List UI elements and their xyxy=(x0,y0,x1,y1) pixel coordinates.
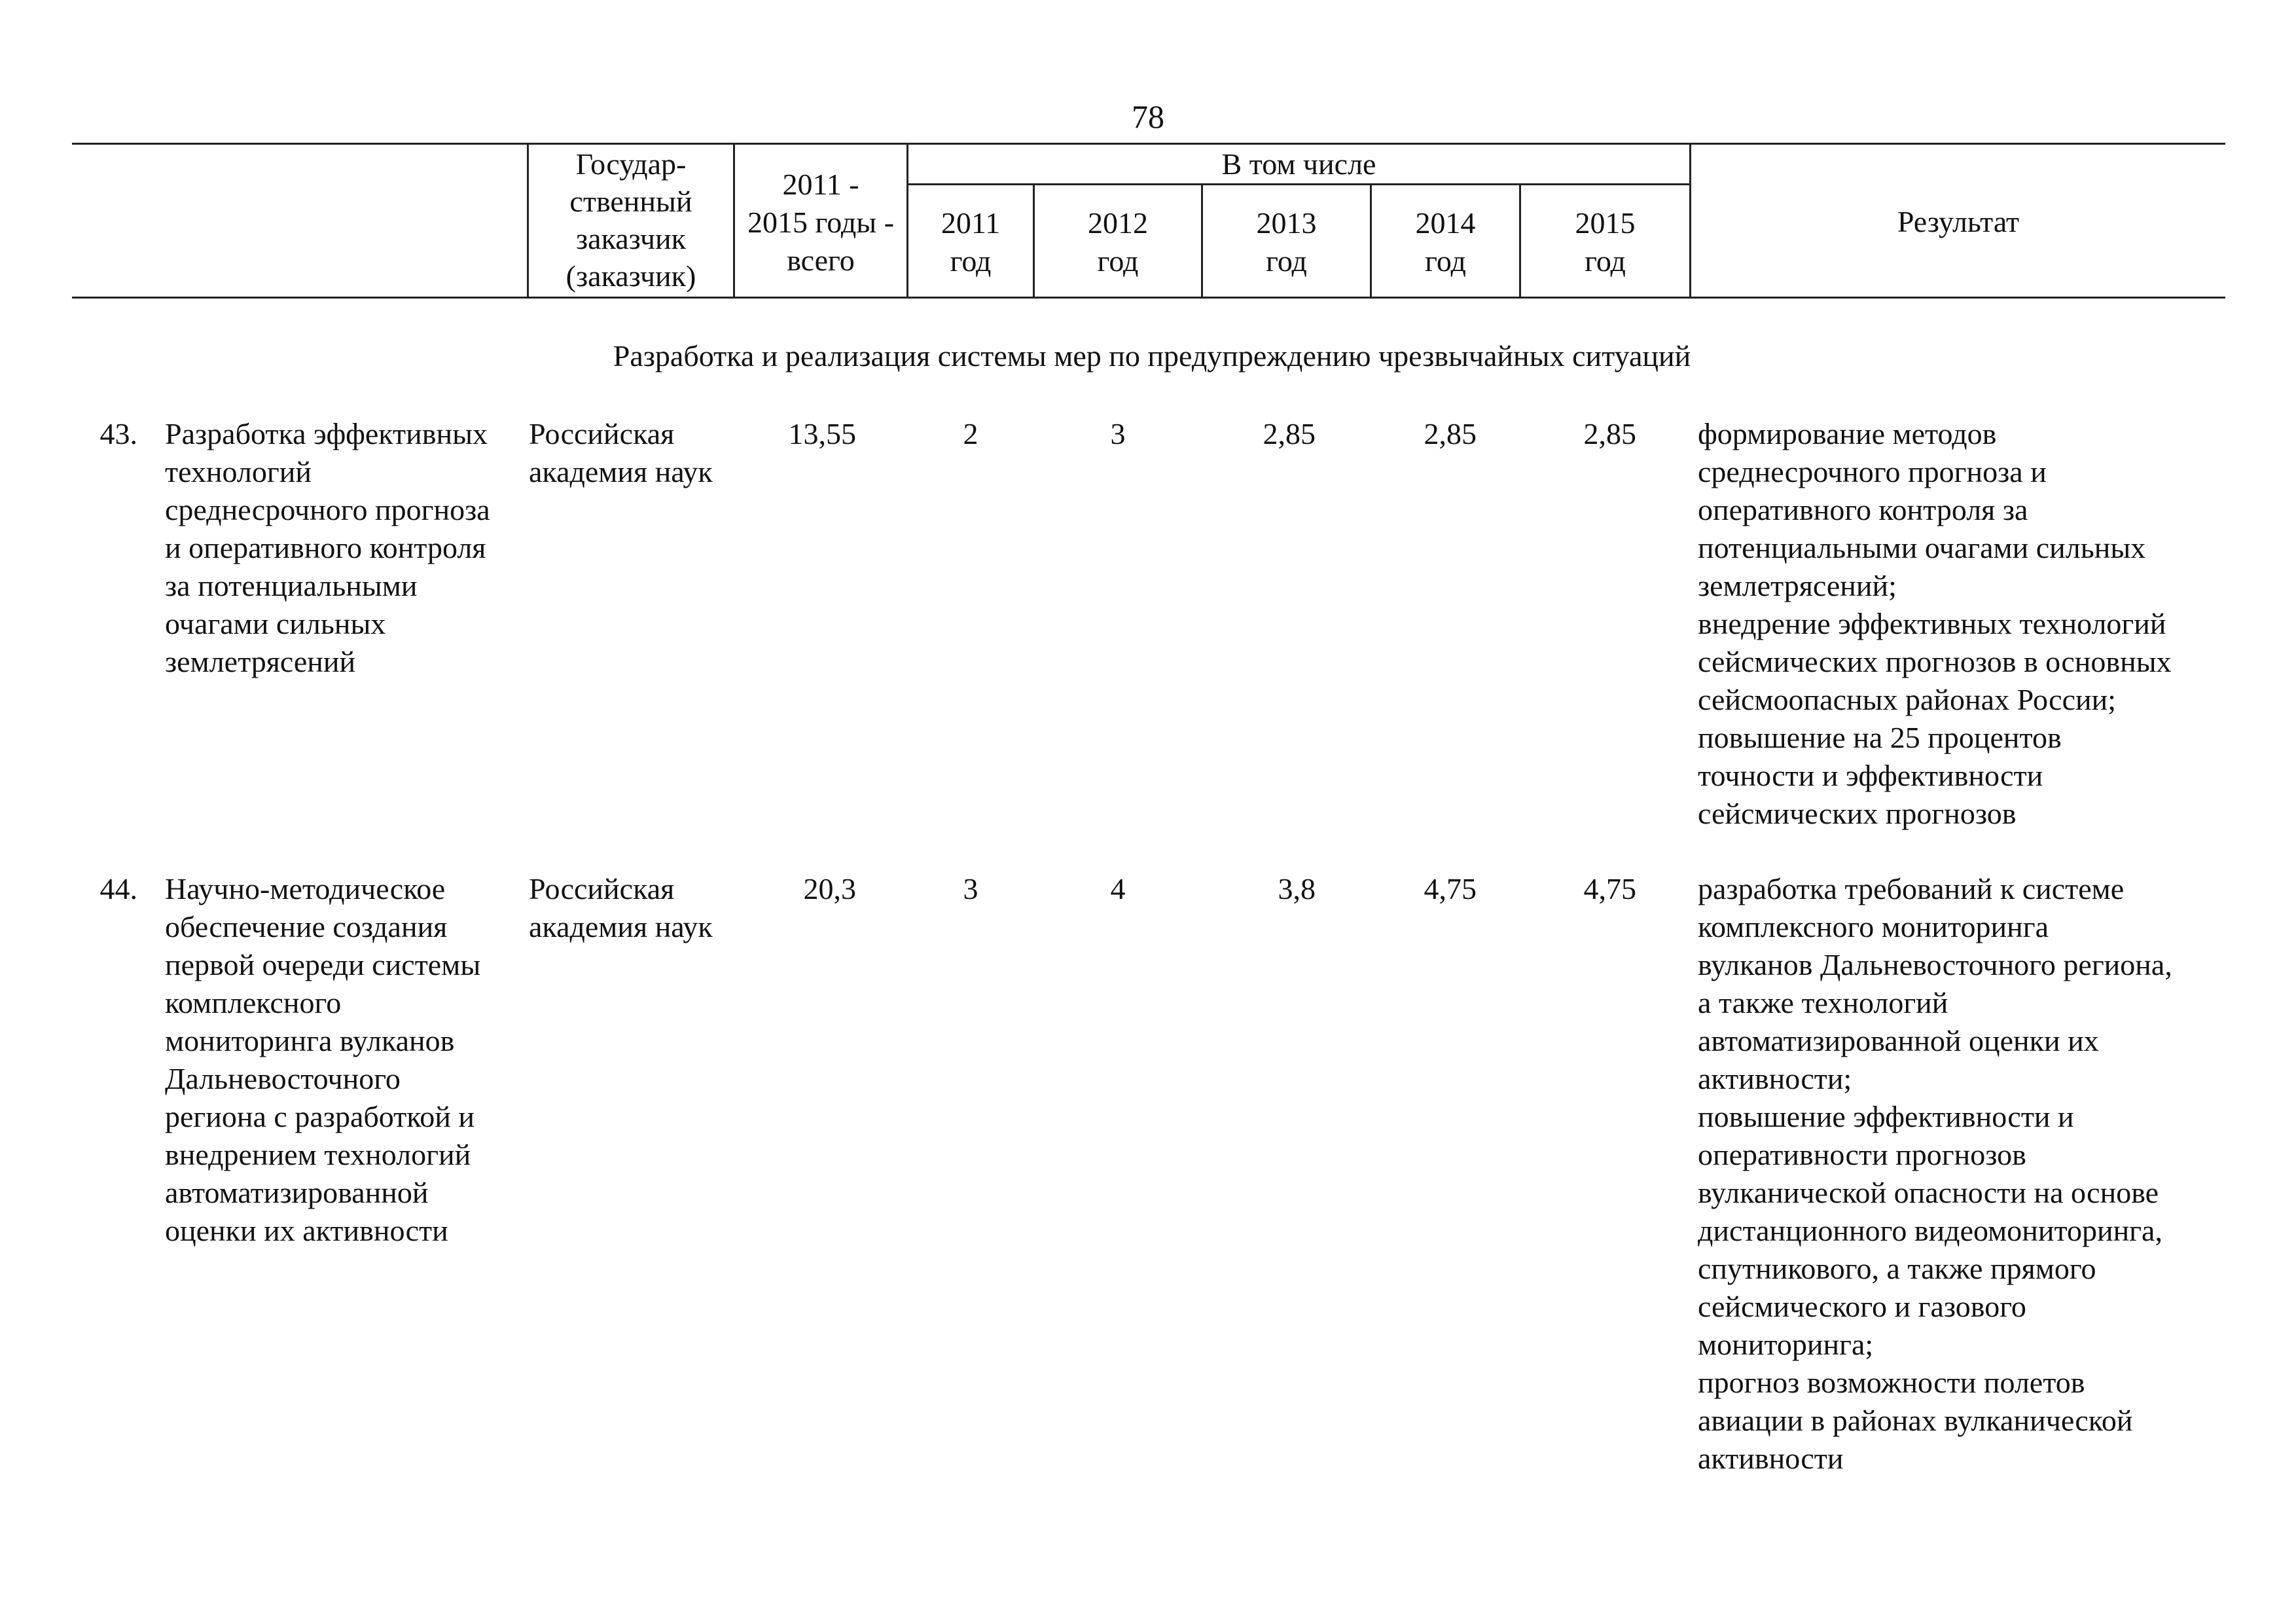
row-number: 44. xyxy=(99,872,137,905)
section-title: Разработка и реализация системы мер по предупреждению чрезвычайных ситуаций xyxy=(613,339,1691,373)
header-year-2014: 2014 год xyxy=(1415,206,1476,278)
row-value-2015: 2,85 xyxy=(1583,417,1636,450)
page-number: 78 xyxy=(1132,98,1164,135)
header-top-rule xyxy=(72,143,2225,145)
row-value-2012: 3 xyxy=(1110,417,1126,450)
header-year-2015: 2015 год xyxy=(1575,206,1636,278)
row-customer: Российская академия наук xyxy=(529,872,713,943)
header-including: В том числе xyxy=(1221,147,1376,181)
including-sub-rule xyxy=(908,183,1691,185)
row-value-2014: 4,75 xyxy=(1424,872,1477,905)
row-result: формирование методов среднесрочного прогноза и оперативного контроля за потенциальными очагами сильных землетрясений; внедрение эффективных технологий сейсмических прогнозов в основных сейсмоопасных районах России; повышение на 25 процентов точности и эффективности сейсмических прогнозов xyxy=(1698,417,2172,830)
row-value-2013: 3,8 xyxy=(1278,872,1316,905)
row-value-2011: 3 xyxy=(963,872,978,905)
row-value-2011: 2 xyxy=(963,417,978,450)
header-year-2011: 2011 год xyxy=(941,206,1001,278)
row-result: разработка требований к системе комплексного мониторинга вулканов Дальневосточного региона, а также технологий автоматизированной оценки их активности; повышение эффективности и оперативности прогнозов вулканической опасности на основе дистанционного видеомониторинга, спутникового, а также прямого сейсмического и газового мониторинга; прогноз возможности полетов авиации в районах вулканической активности xyxy=(1698,872,2172,1475)
row-value-2013: 2,85 xyxy=(1263,417,1316,450)
header-bottom-rule xyxy=(72,297,2225,299)
row-value-2014: 2,85 xyxy=(1424,417,1477,450)
row-name: Научно-методическое обеспечение создания первой очереди системы комплексного мониторинга вулканов Дальневосточного региона с разработкой и внедрением технологий автоматизированной оценки их активности xyxy=(165,872,481,1247)
row-value-2015: 4,75 xyxy=(1583,872,1636,905)
row-total: 20,3 xyxy=(803,872,856,905)
header-year-2012: 2012 год xyxy=(1088,206,1148,278)
row-total: 13,55 xyxy=(788,417,856,450)
header-total: 2011 - 2015 годы - всего xyxy=(747,168,895,277)
row-number: 43. xyxy=(99,417,137,450)
row-customer: Российская академия наук xyxy=(529,417,713,488)
header-result: Результат xyxy=(1897,205,2020,238)
row-value-2012: 4 xyxy=(1110,872,1126,905)
header-year-2013: 2013 год xyxy=(1256,206,1317,278)
row-name: Разработка эффективных технологий среднесрочного прогноза и оперативного контроля за потенциальными очагами сильных землетрясений xyxy=(165,417,490,678)
header-customer: Государ- ственный заказчик (заказчик) xyxy=(565,147,696,293)
